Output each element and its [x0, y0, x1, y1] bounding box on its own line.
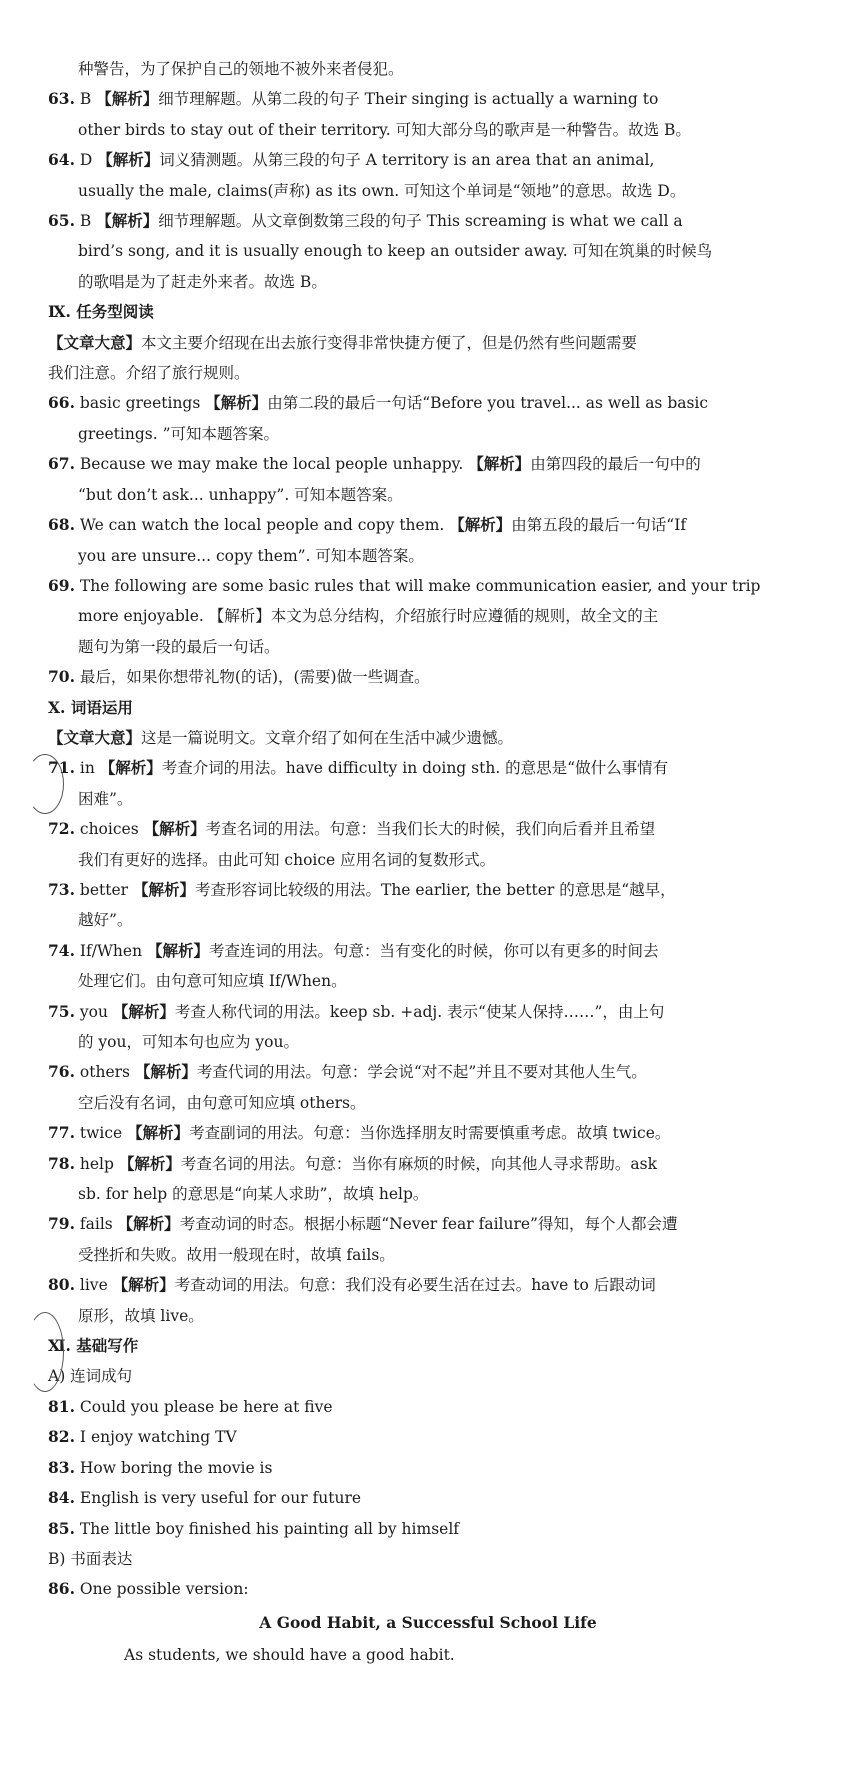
analysis-label: 【解析】: [96, 211, 159, 231]
line-text: 我们注意。介绍了旅行规则。: [48, 364, 250, 383]
analysis-label: 【解析】: [205, 393, 268, 413]
line-text: other birds to stay out of their territory. 可知大部分鸟的歌声是一种警告。故选 B。: [78, 120, 691, 139]
summary-text: 本文主要介绍现在出去旅行变得非常快捷方便了，但是仍然有些问题需要: [141, 333, 638, 352]
continuation-line: [48, 541, 808, 571]
analysis-label: 【解析】: [449, 515, 512, 535]
answer-number: 77.: [48, 1123, 75, 1143]
answer-item: [48, 1574, 808, 1604]
answer-item: [48, 814, 808, 844]
analysis-text: 词义猜测题。从第三段的句子 A territory is an area that an animal,: [159, 151, 655, 170]
essay-first-line: As students, we should have a good habit.: [124, 1645, 455, 1664]
answer-item: [48, 449, 808, 479]
answer-text: 最后，如果你想带礼物(的话)，(需要)做一些调查。: [74, 668, 430, 687]
answer-number: 72.: [48, 819, 75, 839]
answer-text: B: [74, 90, 97, 109]
analysis-text: 考查副词的用法。句意：当你选择朋友时需要慎重考虑。故填 twice。: [189, 1124, 671, 1143]
answer-text: you: [74, 1002, 113, 1021]
answer-number: 66.: [48, 393, 75, 413]
answer-text: Because we may make the local people unhappy.: [74, 455, 469, 474]
answer-item: [48, 388, 808, 418]
analysis-text: 由第二段的最后一句话“Before you travel... as well as basic: [267, 394, 709, 413]
continuation-line: [48, 1301, 808, 1331]
continuation-line: [48, 1240, 808, 1270]
continuation-line: [48, 419, 808, 449]
section-heading: [48, 297, 808, 327]
answer-item: [48, 1453, 808, 1483]
analysis-text: 由第五段的最后一句话“If: [511, 516, 687, 535]
answer-text: English is very useful for our future: [74, 1489, 362, 1508]
answer-number: 67.: [48, 454, 75, 474]
analysis-text: 考查形容词比较级的用法。The earlier, the better 的意思是“越早，: [194, 880, 676, 899]
answer-item: [48, 936, 808, 966]
answer-text: D: [74, 151, 98, 170]
answer-text: help: [74, 1154, 119, 1173]
continuation-line: [48, 1361, 808, 1391]
summary-label: 【文章大意】: [48, 727, 142, 747]
margin-bracket-mark: [26, 1312, 64, 1392]
continuation-line: [48, 358, 808, 388]
answer-text: fails: [74, 1215, 118, 1234]
answer-number: 83.: [48, 1457, 75, 1477]
answer-item: [48, 1057, 808, 1087]
line-text: 处理它们。由句意可知应填 If/When。: [78, 972, 347, 991]
section-heading-text: Ⅸ. 任务型阅读: [48, 302, 154, 322]
answer-number: 80.: [48, 1275, 75, 1295]
analysis-text: 考查人称代词的用法。keep sb. +adj. 表示“使某人保持……”，由上句: [174, 1002, 665, 1021]
analysis-text: 由第四段的最后一句中的: [530, 455, 701, 474]
line-text: 题句为第一段的最后一句话。: [78, 637, 280, 656]
analysis-label: 【解析】: [99, 758, 162, 778]
answer-number: 71.: [48, 758, 75, 778]
analysis-label: 【解析】: [117, 1214, 180, 1234]
continuation-line: [48, 1544, 808, 1574]
analysis-label: 【解析】: [134, 1062, 197, 1082]
answer-text: The following are some basic rules that will make communication easier, and your trip: [74, 576, 761, 595]
line-text: B) 书面表达: [48, 1549, 133, 1568]
answer-number: 76.: [48, 1062, 75, 1082]
answer-number: 73.: [48, 879, 75, 899]
answer-number: 70.: [48, 667, 75, 687]
section-heading-text: Ⅺ. 基础写作: [48, 1336, 139, 1356]
analysis-text: 考查动词的时态。根据小标题“Never fear failure”得知，每个人都会遭: [179, 1215, 678, 1234]
line-text: sb. for help 的意思是“向某人求助”，故填 help。: [78, 1185, 429, 1204]
continuation-line: [48, 966, 808, 996]
answer-item: [48, 145, 808, 175]
line-text: usually the male, claims(声称) as its own. 可知这个单词是“领地”的意思。故选 D。: [78, 181, 686, 200]
answer-item: [48, 206, 808, 236]
answer-number: 78.: [48, 1153, 75, 1173]
continuation-line: [48, 1027, 808, 1057]
answer-item: [48, 1118, 808, 1148]
continuation-line: [48, 1179, 808, 1209]
answer-item: [48, 997, 808, 1027]
answer-key-page: [48, 54, 808, 1671]
analysis-label: 【解析】: [97, 150, 160, 170]
continuation-line: [48, 480, 808, 510]
section-heading: [48, 1331, 808, 1361]
answer-item: [48, 1209, 808, 1239]
answer-text: B: [74, 212, 97, 231]
continuation-line: [48, 601, 808, 631]
answer-text: We can watch the local people and copy them.: [74, 516, 450, 535]
line-text: 越好”。: [78, 911, 133, 930]
answer-text: The little boy finished his painting all by himself: [74, 1519, 460, 1538]
analysis-text: 考查名词的用法。句意：当我们长大的时候，我们向后看并且希望: [205, 820, 656, 839]
answer-item: [48, 1483, 808, 1513]
line-text: you are unsure... copy them”. 可知本题答案。: [78, 546, 424, 565]
answer-item: [48, 510, 808, 540]
analysis-text: 细节理解题。从文章倒数第三段的句子 This screaming is what we call a: [158, 212, 683, 231]
answer-number: 68.: [48, 515, 75, 535]
analysis-label: 【解析】: [118, 1153, 181, 1173]
analysis-label: 【解析】: [132, 879, 195, 899]
answer-item: [48, 84, 808, 114]
answer-number: 63.: [48, 89, 75, 109]
answer-text: in: [74, 759, 100, 778]
answer-number: 84.: [48, 1488, 75, 1508]
analysis-label: 【解析】: [127, 1123, 190, 1143]
analysis-label: 【解析】: [112, 1001, 175, 1021]
continuation-line: [48, 54, 808, 84]
answer-number: 82.: [48, 1427, 75, 1447]
line-text: A) 连词成句: [48, 1367, 133, 1386]
margin-bracket-mark: [26, 754, 64, 814]
answer-number: 81.: [48, 1396, 75, 1416]
analysis-label: 【解析】: [112, 1275, 175, 1295]
line-text: 我们有更好的选择。由此可知 choice 应用名词的复数形式。: [78, 850, 496, 869]
analysis-label: 【解析】: [143, 819, 206, 839]
answer-text: basic greetings: [74, 394, 206, 413]
answer-item: [48, 1422, 808, 1452]
answer-item: [48, 662, 808, 692]
summary-label: 【文章大意】: [48, 332, 142, 352]
answer-text: others: [74, 1063, 135, 1082]
answer-text: I enjoy watching TV: [74, 1428, 237, 1447]
continuation-line: [48, 1088, 808, 1118]
line-text: more enjoyable. 【解析】本文为总分结构，介绍旅行时应遵循的规则，故全文的主: [78, 607, 659, 626]
answer-text: better: [74, 880, 133, 899]
answer-text: choices: [74, 820, 144, 839]
answer-text: Could you please be here at five: [74, 1397, 333, 1416]
essay-title: A Good Habit, a Successful School Life: [259, 1612, 597, 1632]
continuation-line: [48, 632, 808, 662]
continuation-line: [48, 115, 808, 145]
answer-number: 75.: [48, 1001, 75, 1021]
answer-item: [48, 571, 808, 601]
continuation-line: [48, 236, 808, 266]
analysis-label: 【解析】: [96, 89, 159, 109]
summary-line: [48, 723, 808, 753]
answer-text: How boring the movie is: [74, 1458, 273, 1477]
answer-number: 86.: [48, 1579, 75, 1599]
answer-text: One possible version:: [74, 1580, 249, 1599]
section-heading-text: Ⅹ. 词语运用: [48, 697, 133, 717]
answer-item: [48, 1149, 808, 1179]
summary-line: [48, 328, 808, 358]
continuation-line: [48, 176, 808, 206]
answer-text: twice: [74, 1124, 128, 1143]
answer-text: If/When: [74, 941, 147, 960]
line-text: 受挫折和失败。故用一般现在时，故填 fails。: [78, 1245, 395, 1264]
line-text: 空后没有名词，由句意可知应填 others。: [78, 1093, 366, 1112]
summary-text: 这是一篇说明文。文章介绍了如何在生活中减少遗憾。: [141, 728, 514, 747]
answer-item: [48, 1392, 808, 1422]
continuation-line: [48, 784, 808, 814]
analysis-text: 考查名词的用法。句意：当你有麻烦的时候，向其他人寻求帮助。ask: [180, 1154, 657, 1173]
analysis-label: 【解析】: [146, 940, 209, 960]
line-text: 困难”。: [78, 789, 133, 808]
section-heading: [48, 693, 808, 723]
line-text: greetings. ”可知本题答案。: [78, 424, 280, 443]
analysis-text: 考查动词的用法。句意：我们没有必要生活在过去。have to 后跟动词: [174, 1276, 656, 1295]
line-text: bird’s song, and it is usually enough to keep an outsider away. 可知在筑巢的时候鸟: [78, 242, 713, 261]
analysis-text: 考查代词的用法。句意：学会说“对不起”并且不要对其他人生气。: [196, 1063, 647, 1082]
answer-number: 69.: [48, 575, 75, 595]
answer-item: [48, 1270, 808, 1300]
answer-number: 74.: [48, 940, 75, 960]
analysis-text: 细节理解题。从第二段的句子 Their singing is actually a warning to: [158, 90, 659, 109]
continuation-line: [48, 267, 808, 297]
analysis-text: 考查介词的用法。have difficulty in doing sth. 的意思是“做什么事情有: [161, 759, 669, 778]
line-text: “but don’t ask... unhappy”. 可知本题答案。: [78, 485, 403, 504]
analysis-text: 考查连词的用法。句意：当有变化的时候，你可以有更多的时间去: [209, 941, 659, 960]
answer-text: live: [74, 1276, 113, 1295]
answer-number: 64.: [48, 150, 75, 170]
answer-number: 65.: [48, 211, 75, 231]
answer-item: [48, 753, 808, 783]
answer-lines: [48, 54, 808, 1605]
answer-number: 79.: [48, 1214, 75, 1234]
answer-item: [48, 875, 808, 905]
continuation-line: [48, 905, 808, 935]
answer-item: [48, 1514, 808, 1544]
line-text: 的 you，可知本句也应为 you。: [78, 1033, 299, 1051]
line-text: 的歌唱是为了赶走外来者。故选 B。: [78, 272, 327, 291]
analysis-label: 【解析】: [468, 454, 531, 474]
line-text: 种警告，为了保护自己的领地不被外来者侵犯。: [78, 60, 404, 78]
answer-number: 85.: [48, 1518, 75, 1538]
continuation-line: [48, 845, 808, 875]
line-text: 原形，故填 live。: [78, 1306, 204, 1325]
